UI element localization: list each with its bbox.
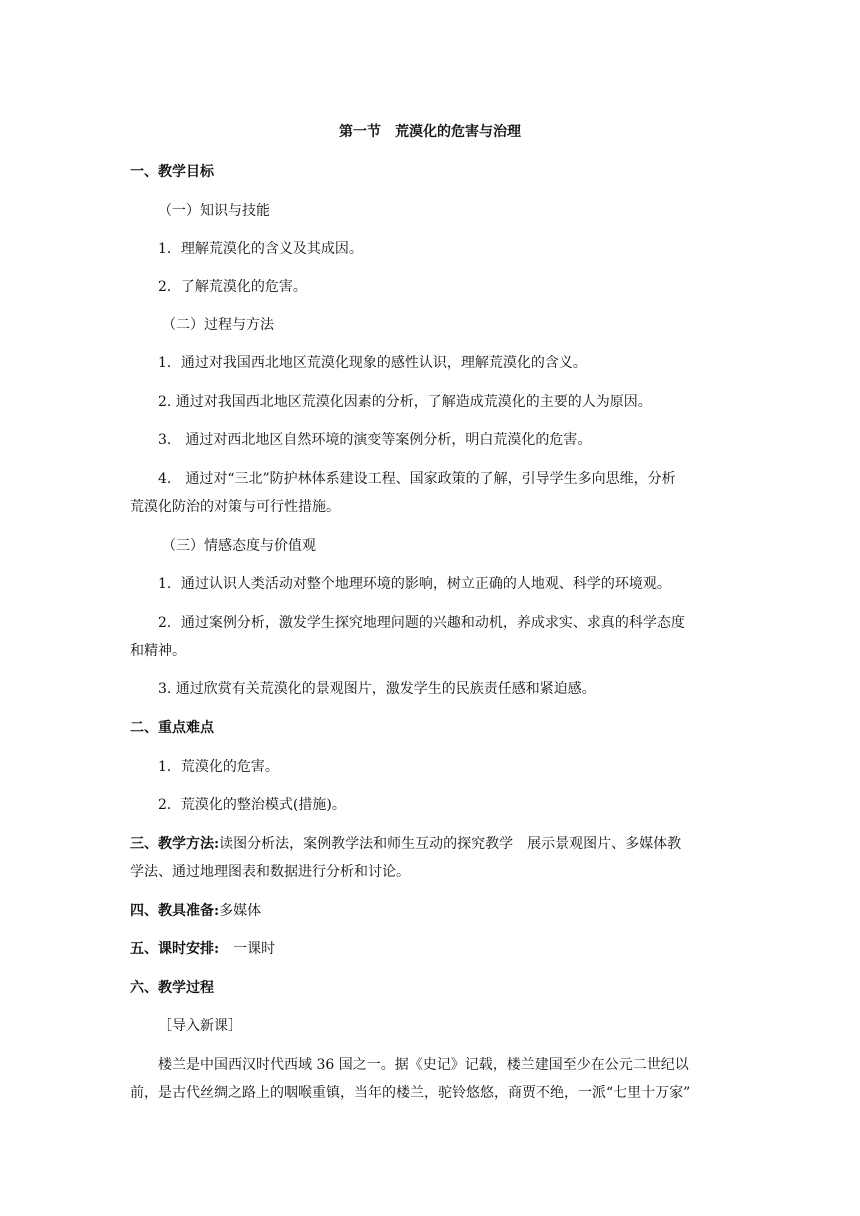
list-item-continuation: 荒漠化防治的对策与可行性措施。 [130,499,340,515]
list-item: 3. 通过欣赏有关荒漠化的景观图片，激发学生的民族责任感和紧迫感。 [158,681,596,697]
list-item: 1．理解荒漠化的含义及其成因。 [158,241,363,257]
page-title: 第一节 荒漠化的危害与治理 [339,124,521,140]
paragraph-line: 楼兰是中国西汉时代西域 36 国之一。据《史记》记载，楼兰建国至少在公元二世纪以 [158,1057,689,1073]
subheading-attitudes-values: （三）情感态度与价值观 [162,538,316,554]
list-item: 2．荒漠化的整治模式(措施)。 [158,797,346,813]
methods-text-continuation: 学法、通过地理图表和数据进行分析和讨论。 [130,864,410,880]
section-materials [130,901,261,921]
schedule-text: 一课时 [219,941,276,957]
list-item: 2. 通过对我国西北地区荒漠化因素的分析，了解造成荒漠化的主要的人为原因。 [158,394,652,410]
subheading-process-methods: （二）过程与方法 [162,317,274,333]
materials-text: 多媒体 [219,903,262,919]
section-heading-objectives: 一、教学目标 [130,164,214,180]
lesson-intro-label: ［导入新课］ [158,1018,242,1034]
list-item-continuation: 和精神。 [130,643,186,659]
paragraph-line: 前，是古代丝绸之路上的咽喉重镇，当年的楼兰，驼铃悠悠，商贾不绝，一派“七里十万家” [130,1085,691,1101]
section-heading-key-points: 二、重点难点 [130,720,214,736]
section-heading-methods: 三、教学方法: [130,836,220,852]
section-heading-materials: 四、教具准备: [130,903,220,919]
section-schedule [130,939,275,959]
section-heading-schedule: 五、课时安排: [130,941,220,957]
subheading-knowledge-skills: （一）知识与技能 [158,203,270,219]
list-item: 3. 通过对西北地区自然环境的演变等案例分析，明白荒漠化的危害。 [158,432,592,448]
methods-text: 读图分析法，案例教学法和师生互动的探究教学 展示景观图片、多媒体教 [219,836,682,852]
section-methods [130,834,681,854]
list-item: 1．通过对我国西北地区荒漠化现象的感性认识，理解荒漠化的含义。 [158,355,587,371]
section-heading-process: 六、教学过程 [130,980,214,996]
list-item: 2．通过案例分析，激发学生探究地理问题的兴趣和动机，养成求实、求真的科学态度 [158,615,685,631]
list-item: 2．了解荒漠化的危害。 [158,279,307,295]
list-item: 1．荒漠化的危害。 [158,759,279,775]
list-item: 4. 通过对“三北”防护林体系建设工程、国家政策的了解，引导学生多向思维，分析 [158,471,676,487]
list-item: 1．通过认识人类活动对整个地理环境的影响，树立正确的人地观、科学的环境观。 [158,576,671,592]
